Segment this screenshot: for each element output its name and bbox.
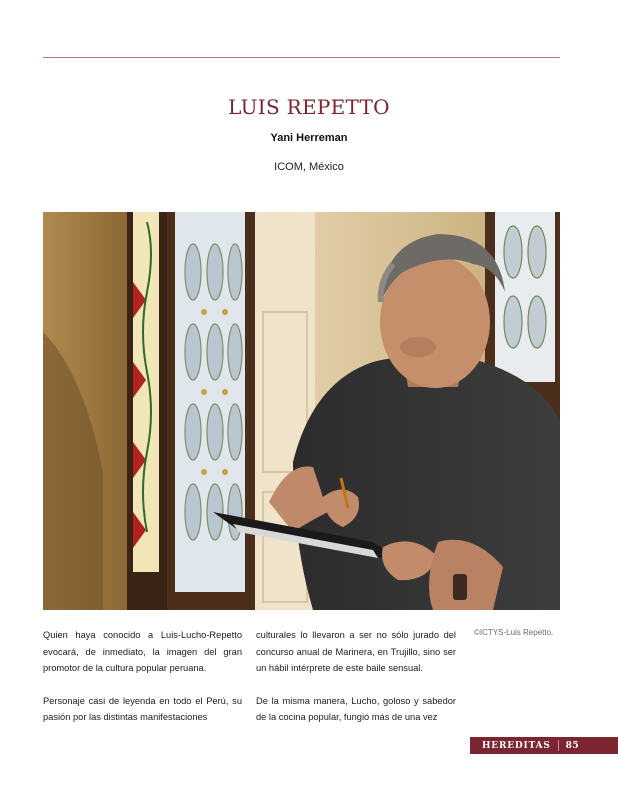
journal-name: HEREDITAS — [482, 740, 551, 751]
footer-divider — [558, 740, 559, 751]
page-number: 85 — [565, 740, 580, 751]
body-column-1 — [43, 627, 242, 742]
author-affiliation: ICOM, México — [274, 161, 344, 173]
body-paragraph: Quien haya conocido a Luis-Lucho-Repetto evocará, de inmediato, la imagen del gran promotor de la cultura popular peruana. — [43, 630, 242, 674]
body-paragraph: Personaje casi de leyenda en todo el Perú, su pasión por las distintas manifestaciones — [43, 695, 242, 723]
article-title: LUIS REPETTO — [228, 95, 390, 119]
top-rule — [43, 57, 560, 58]
body-paragraph: De la misma manera, Lucho, goloso y sabedor de la cocina popular, fungió más de una vez — [256, 695, 456, 723]
footer-bar — [470, 737, 618, 754]
portrait-photo — [43, 212, 560, 610]
photo-caption: ©ICTYS-Luis Repetto. — [474, 628, 554, 637]
body-column-2 — [256, 627, 456, 742]
body-paragraph: culturales lo llevaron a ser no sólo jurado del concurso anual de Marinera, en Trujillo, sino ser un hábil intérprete de este baile sensual. — [256, 630, 456, 674]
author-name: Yani Herreman — [270, 132, 348, 144]
